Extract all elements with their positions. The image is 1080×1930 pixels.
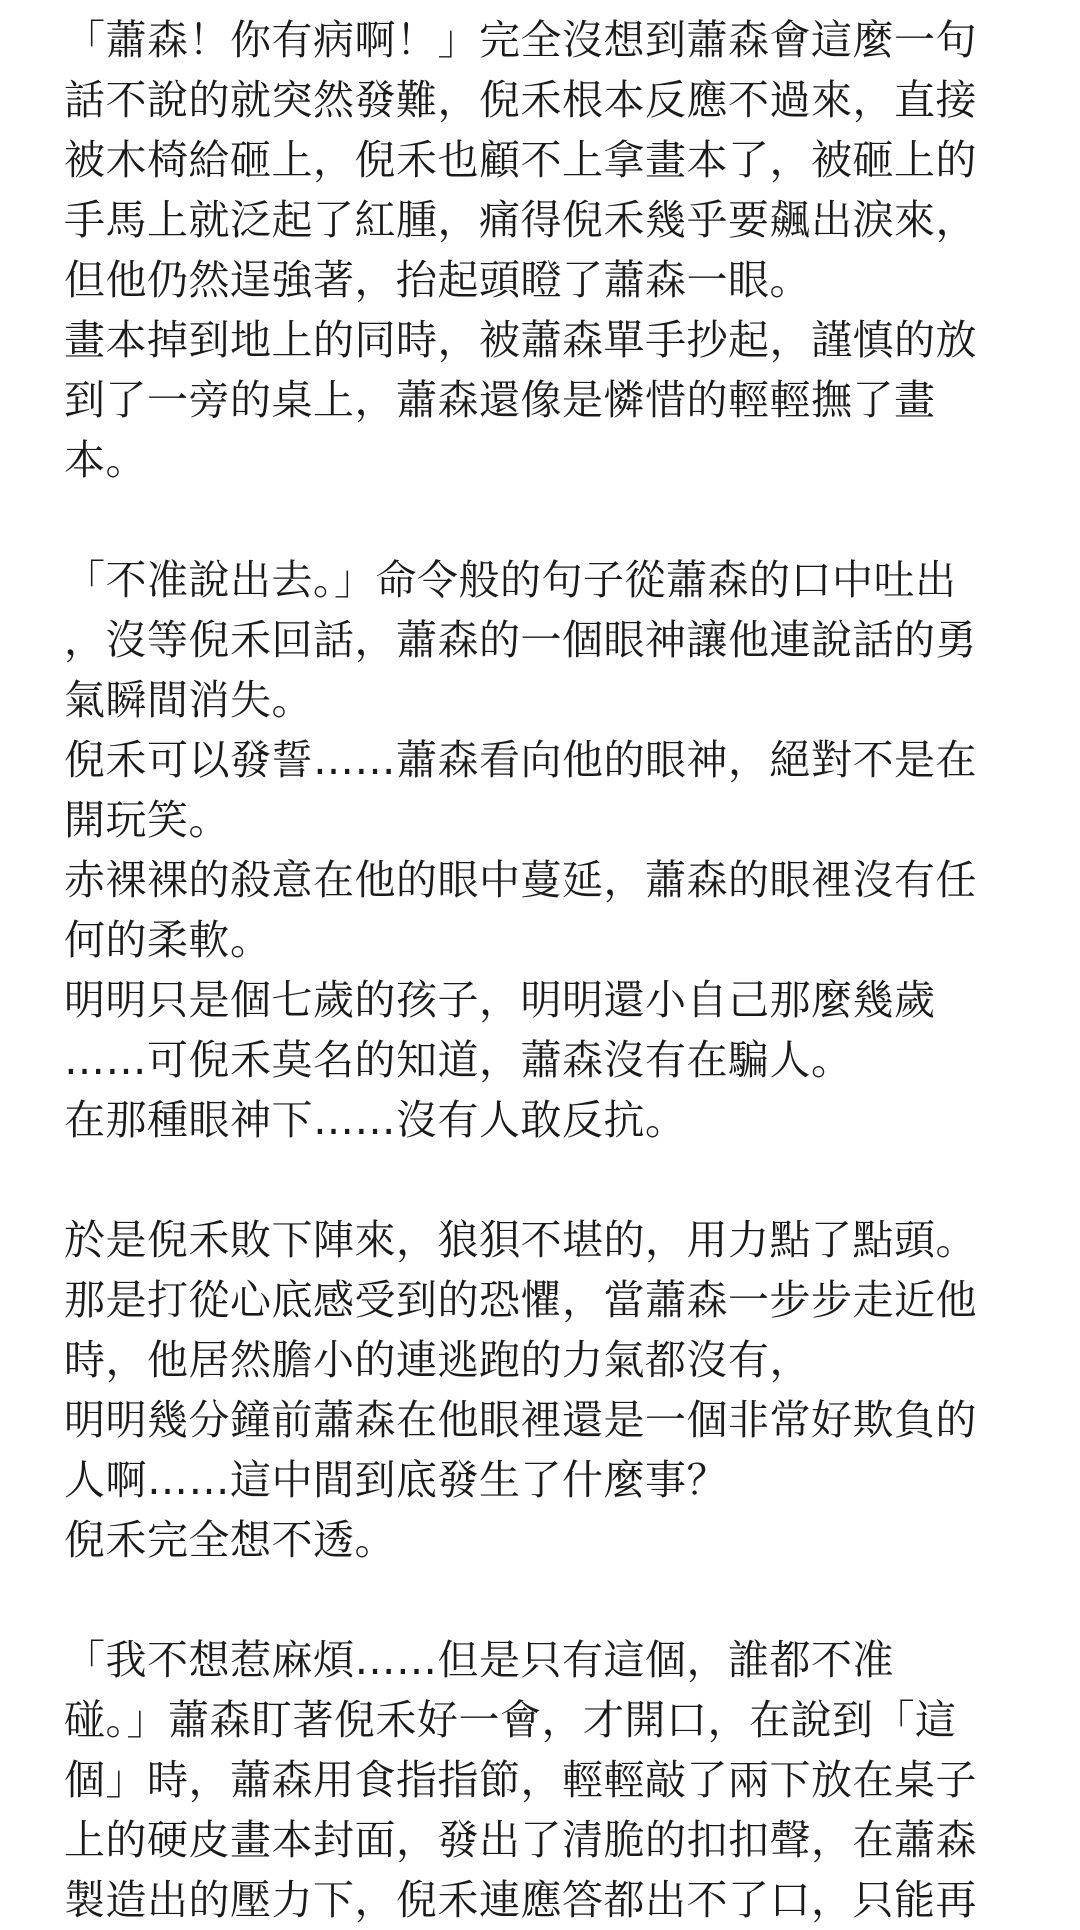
paragraph: 赤裸裸的殺意在他的眼中蔓延，蕭森的眼裡沒有任 何的柔軟。: [64, 856, 977, 964]
story-text-body: [64, 10, 1004, 1930]
paragraph-spacer: [64, 1150, 1004, 1210]
paragraph: 「我不想惹麻煩……但是只有這個，誰都不准 碰。」蕭森盯著倪禾好一會，才開口，在說到「這 個」時，蕭森用食指指節，輕輕敲了兩下放在桌子 上的硬皮畫本封面，發出了清脆的扣扣聲，在蕭森 製造出的壓力下，倪禾連應答都出不了口，只能再: [64, 1636, 977, 1924]
paragraph: 明明只是個七歲的孩子，明明還小自己那麼幾歲 ……可倪禾莫名的知道，蕭森沒有在騙人。: [64, 976, 936, 1084]
paragraph: 明明幾分鐘前蕭森在他眼裡還是一個非常好欺負的 人啊……這中間到底發生了什麼事？: [64, 1396, 977, 1504]
paragraph: 在那種眼神下……沒有人敢反抗。: [64, 1096, 687, 1144]
paragraph: 「不准說出去。」命令般的句子從蕭森的口中吐出 ，沒等倪禾回話，蕭森的一個眼神讓他連說話的勇 氣瞬間消失。: [64, 556, 977, 724]
paragraph: 倪禾完全想不透。: [64, 1516, 396, 1564]
paragraph: 「蕭森！你有病啊！」完全沒想到蕭森會這麼一句 話不說的就突然發難，倪禾根本反應不過來，直接 被木椅給砸上，倪禾也顧不上拿畫本了，被砸上的 手馬上就泛起了紅腫，痛得倪禾幾乎要飆出淚來， 但他仍然逞強著，抬起頭瞪了蕭森一眼。: [64, 16, 977, 304]
paragraph-spacer: [64, 1570, 1004, 1630]
paragraph: 倪禾可以發誓……蕭森看向他的眼神，絕對不是在 開玩笑。: [64, 736, 977, 844]
paragraph: 於是倪禾敗下陣來，狼狽不堪的，用力點了點頭。: [64, 1216, 977, 1264]
paragraph: 那是打從心底感受到的恐懼，當蕭森一步步走近他 時，他居然膽小的連逃跑的力氣都沒有，: [64, 1276, 977, 1384]
paragraph-spacer: [64, 490, 1004, 550]
paragraph: 畫本掉到地上的同時，被蕭森單手抄起，謹慎的放 到了一旁的桌上，蕭森還像是憐惜的輕輕撫了畫 本。: [64, 316, 977, 484]
